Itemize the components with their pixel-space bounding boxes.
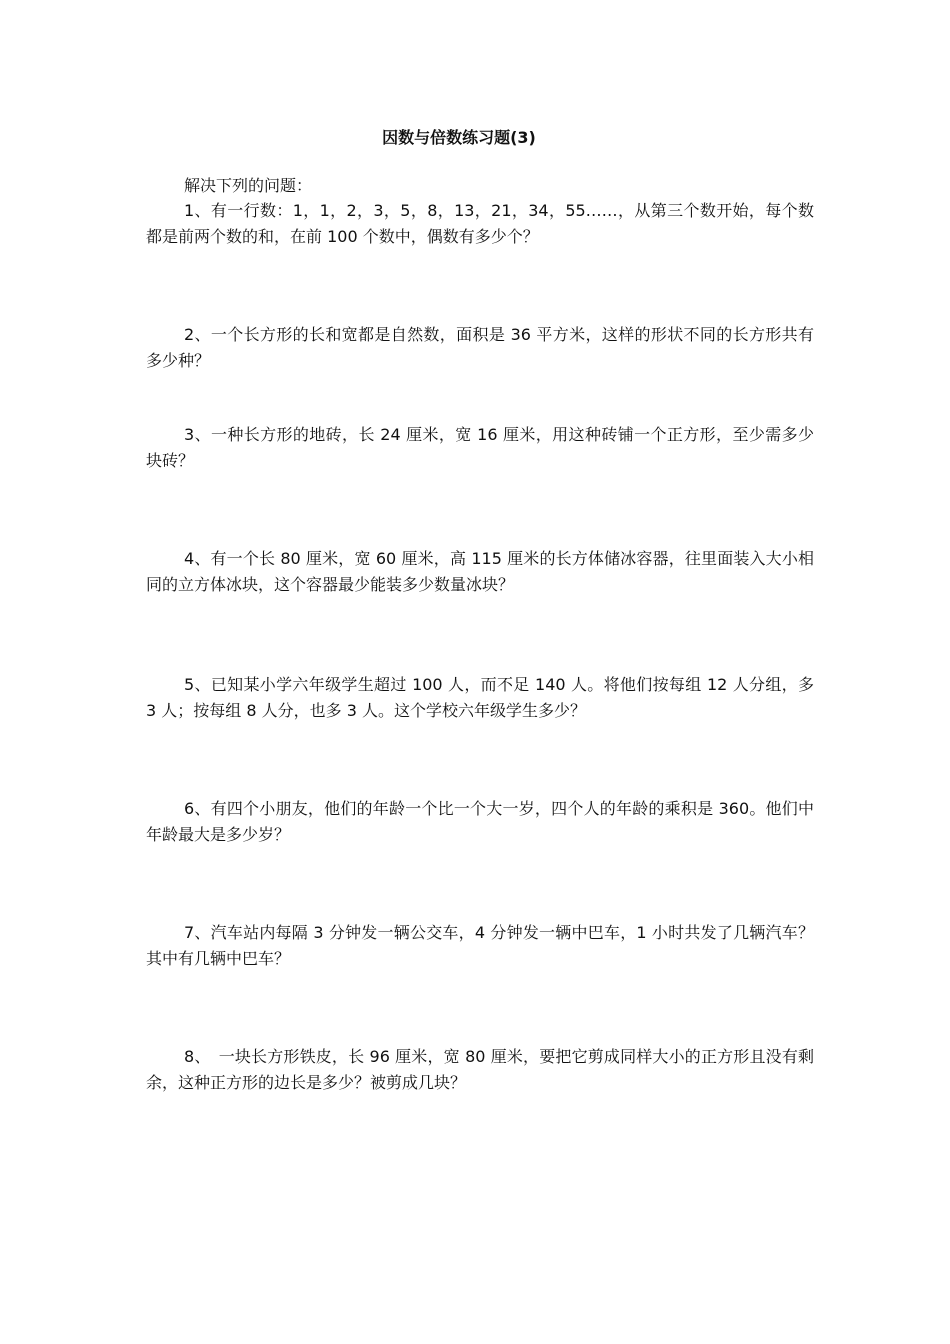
- question-4: 4、有一个长 80 厘米，宽 60 厘米，高 115 厘米的长方体储冰容器，往里面装入大小相同的立方体冰块，这个容器最少能装多少数量冰块？: [146, 549, 814, 594]
- question-2: 2、一个长方形的长和宽都是自然数，面积是 36 平方米，这样的形状不同的长方形共有多少种？: [146, 325, 814, 370]
- question-3: 3、一种长方形的地砖，长 24 厘米，宽 16 厘米，用这种砖铺一个正方形，至少需多少块砖？: [146, 425, 814, 470]
- document-title: 因数与倍数练习题(3): [382, 128, 536, 147]
- question-7: 7、汽车站内每隔 3 分钟发一辆公交车，4 分钟发一辆中巴车，1 小时共发了几辆汽车？其中有几辆中巴车？: [146, 923, 814, 968]
- instructions-text: 解决下列的问题：: [184, 176, 313, 195]
- question-6: 6、有四个小朋友，他们的年龄一个比一个大一岁，四个人的年龄的乘积是 360。他们中年龄最大是多少岁？: [146, 799, 814, 844]
- question-1: 1、有一行数：1，1，2，3，5，8，13，21，34，55……，从第三个数开始，每个数都是前两个数的和，在前 100 个数中，偶数有多少个？: [146, 201, 814, 246]
- question-8: 8、 一块长方形铁皮，长 96 厘米，宽 80 厘米，要把它剪成同样大小的正方形且没有剩余，这种正方形的边长是多少？被剪成几块？: [146, 1047, 814, 1092]
- question-5: 5、已知某小学六年级学生超过 100 人，而不足 140 人。将他们按每组 12 人分组，多 3 人；按每组 8 人分，也多 3 人。这个学校六年级学生多少？: [146, 675, 814, 720]
